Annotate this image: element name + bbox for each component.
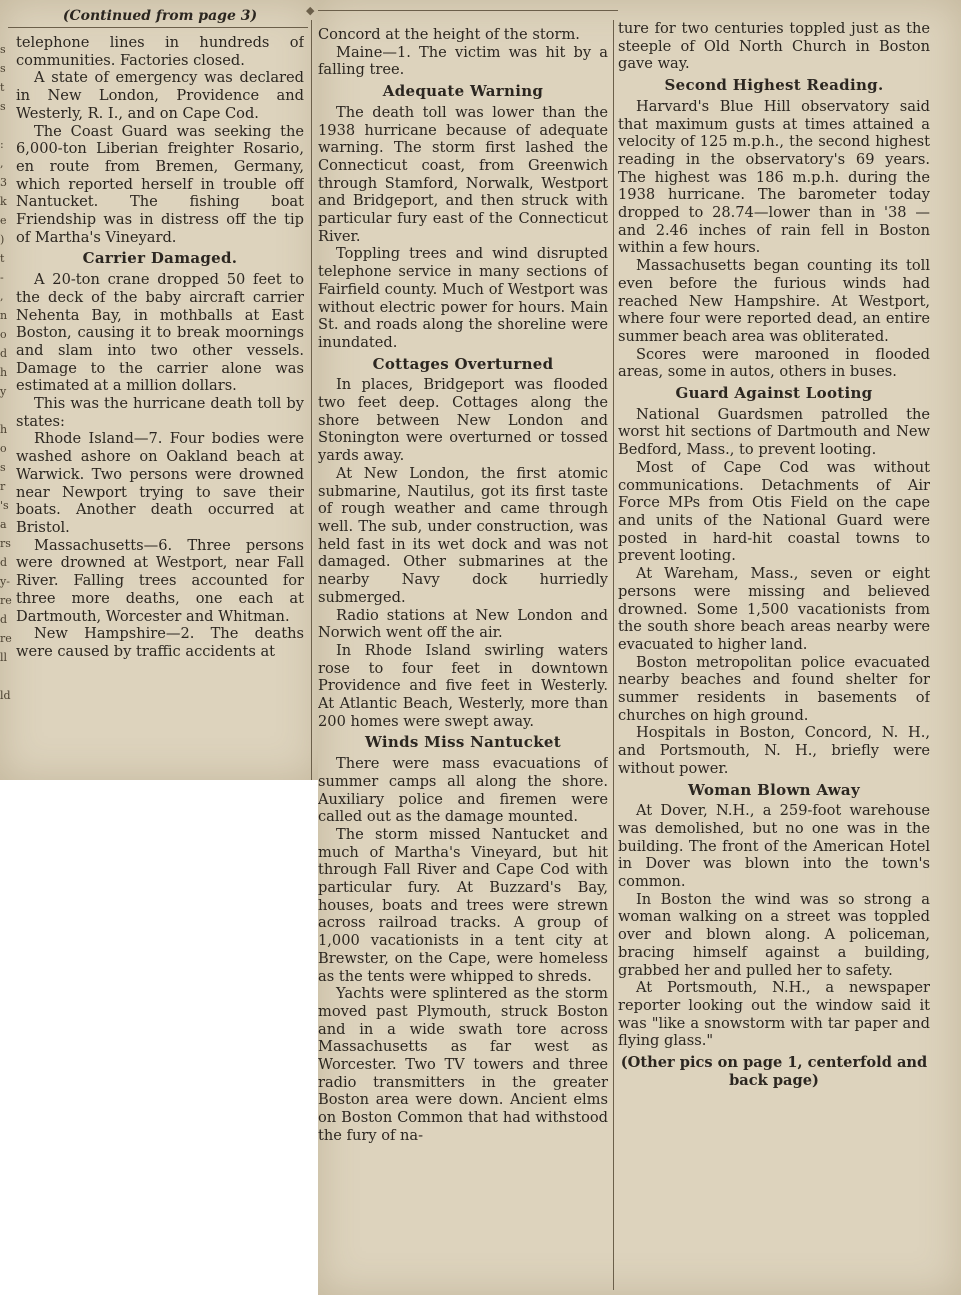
paragraph: Massachusetts—6. Three persons were drowned at Westport, near Fall River. Falling trees accounted for three more deaths, one each at Dartmouth, Worcester and Whitman. bbox=[16, 536, 304, 625]
paragraph: In places, Bridgeport was flooded two feet deep. Cottages along the shore between New London and Stonington were overturned or tossed yards away. bbox=[318, 376, 608, 465]
fragment-char: ) bbox=[0, 233, 5, 246]
fragment-char: a bbox=[0, 518, 7, 531]
article-column-3 bbox=[618, 20, 930, 1285]
paragraph: ture for two centuries toppled just as the steeple of Old North Church in Boston gave way. bbox=[618, 20, 930, 73]
paragraph: At Dover, N.H., a 259-foot warehouse was demolished, but no one was in the building. The front of the American Hotel in Dover was blown into the town's common. bbox=[618, 802, 930, 891]
credit-line: (Other pics on page 1, centerfold and back page) bbox=[620, 1054, 928, 1089]
article-column-2 bbox=[318, 26, 608, 1291]
margin-fragment bbox=[0, 40, 10, 740]
fragment-char: re bbox=[0, 594, 12, 607]
paragraph: There were mass evacuations of summer camps all along the shore. Auxiliary police and firemen were called out as the damage mounted. bbox=[318, 755, 608, 826]
fragment-char: 3 bbox=[0, 176, 7, 189]
paragraph: In Rhode Island swirling waters rose to four feet in downtown Providence and five feet in Westerly. At Atlantic Beach, Westerly, more than 200 homes were swept away. bbox=[318, 641, 608, 730]
subheading: Winds Miss Nantucket bbox=[365, 733, 561, 752]
fragment-char: d bbox=[0, 613, 8, 626]
fragment-char: r bbox=[0, 480, 6, 493]
column-rule-2 bbox=[613, 20, 614, 1290]
fragment-char: s bbox=[0, 62, 6, 75]
paragraph: This was the hurricane death toll by states: bbox=[16, 395, 304, 430]
paragraph: Radio stations at New London and Norwich went off the air. bbox=[318, 606, 608, 642]
subheading: Adequate Warning bbox=[382, 82, 544, 101]
top-rule-right bbox=[318, 10, 618, 11]
fragment-char bbox=[0, 667, 10, 686]
fragment-char: 's bbox=[0, 499, 9, 512]
subheading: Second Highest Reading. bbox=[664, 76, 884, 95]
fragment-char: d bbox=[0, 347, 8, 360]
paragraph: The death toll was lower than the 1938 hurricane because of adequate warning. The storm first lashed the Connecticut coast, from Greenwich through Stamford, Norwalk, Westport and Bridgeport, and then struck with particular fury east of the Connecticut River. bbox=[318, 103, 608, 245]
paragraph: Boston metropolitan police evacuated nearby beaches and found shelter for summer residents in basements of churches on high ground. bbox=[618, 653, 930, 724]
paragraph: Toppling trees and wind disrupted telephone service in many sections of Fairfield county. Much of Westport was without electric power for hours. Main St. and roads along the shoreline were inundated. bbox=[318, 245, 608, 351]
subheading: Cottages Overturned bbox=[372, 354, 554, 373]
fragment-char: h bbox=[0, 423, 8, 436]
fragment-char bbox=[0, 116, 10, 135]
paragraph: Scores were marooned in flooded areas, some in autos, others in buses. bbox=[618, 345, 930, 381]
paragraph: New Hampshire—2. The deaths were caused by traffic accidents at bbox=[16, 625, 304, 660]
fragment-char: s bbox=[0, 100, 6, 113]
fragment-char bbox=[0, 401, 10, 420]
fragment-char: o bbox=[0, 328, 7, 341]
paragraph: Hospitals in Boston, Concord, N. H., and Portsmouth, N. H., briefly were without power. bbox=[618, 724, 930, 777]
fragment-char: t bbox=[0, 252, 5, 265]
paragraph: National Guardsmen patrolled the worst hit sections of Dartmouth and New Bedford, Mass., to prevent looting. bbox=[618, 405, 930, 459]
paragraph: A 20-ton crane dropped 50 feet to the deck of the baby aircraft carrier Nehenta Bay, in mothballs at East Boston, causing it to break moornings and slam into two other vessels. Damage to the carrier alone was estimated at a million dollars. bbox=[16, 271, 304, 395]
continued-line: (Continued from page 3) bbox=[62, 8, 258, 24]
fragment-char: ll bbox=[0, 651, 8, 664]
paragraph: A state of emergency was declared in New London, Providence and Westerly, R. I., and on Cape Cod. bbox=[16, 69, 304, 122]
paragraph: Rhode Island—7. Four bodies were washed ashore on Oakland beach at Warwick. Two persons were drowned near Newport trying to save their boats. Another death occurred at Bristol. bbox=[16, 430, 304, 536]
fragment-char: ld bbox=[0, 689, 11, 702]
top-rule-left bbox=[8, 27, 308, 28]
fragment-char: y bbox=[0, 385, 7, 398]
fragment-char: , bbox=[0, 290, 4, 303]
fragment-char: re bbox=[0, 632, 12, 645]
fragment-char: k bbox=[0, 195, 7, 208]
paragraph: Massachusetts began counting its toll even before the furious winds had reached New Hampshire. At Westport, where four were reported dead, an entire summer beach area was obliterated. bbox=[618, 257, 930, 345]
fragment-char: - bbox=[0, 271, 4, 284]
fragment-char: o bbox=[0, 442, 7, 455]
fragment-char: s bbox=[0, 43, 6, 56]
paragraph: At New London, the first atomic submarine, Nautilus, got its first taste of rough weather and came through well. The sub, under construction, was held fast in its wet dock and was not damaged. Other submarines at the nearby Navy dock hurriedly submerged. bbox=[318, 464, 608, 606]
paragraph: The Coast Guard was seeking the 6,000-ton Liberian freighter Rosario, en route from Bremen, Germany, which reported herself in trouble off Nantucket. The fishing boat Friendship was in distress off the tip of Martha's Vineyard. bbox=[16, 122, 304, 246]
paragraph: Maine—1. The victim was hit by a falling tree. bbox=[318, 43, 608, 79]
paragraph: Yachts were splintered as the storm moved past Plymouth, struck Boston and in a wide swath tore across Massachusetts as far west as Worcester. Two TV towers and three radio transmitters in the greater Boston area were down. Ancient elms on Boston Common that had withstood the fury of na- bbox=[318, 985, 608, 1144]
fragment-char: t bbox=[0, 81, 5, 94]
paragraph: The storm missed Nantucket and much of Martha's Vineyard, but hit through Fall River and Cape Cod with particular fury. At Buzzard's Bay, houses, boats and trees were strewn across railroad tracks. A group of 1,000 vacationists in a tent city at Brewster, on the Cape, were homeless as the tents were whipped to shreds. bbox=[318, 825, 608, 985]
subheading: Woman Blown Away bbox=[688, 780, 860, 799]
fragment-char: : bbox=[0, 138, 4, 151]
fragment-char: h bbox=[0, 366, 8, 379]
paragraph: Most of Cape Cod was without communications. Detachments of Air Force MPs from Otis Field on the cape and units of the National Guard were posted in hard-hit coastal towns to prevent looting. bbox=[618, 458, 930, 565]
fragment-char: , bbox=[0, 157, 4, 170]
fragment-char: d bbox=[0, 556, 8, 569]
fragment-char: e bbox=[0, 214, 7, 227]
fragment-char: n bbox=[0, 309, 8, 322]
column-rule-1 bbox=[311, 20, 312, 780]
subheading: Guard Against Looting bbox=[675, 384, 873, 403]
fragment-char: y- bbox=[0, 575, 10, 588]
paragraph: Concord at the height of the storm. bbox=[318, 26, 580, 43]
ornament-icon: ◆ bbox=[306, 4, 315, 17]
subheading: Carrier Damaged. bbox=[82, 249, 238, 268]
article-column-1 bbox=[16, 34, 304, 776]
paragraph: At Wareham, Mass., seven or eight persons were missing and believed drowned. Some 1,500 vacationists from the south shore beach areas nearby were evacuated to higher land. bbox=[618, 565, 930, 653]
paragraph: telephone lines in hundreds of communities. Factories closed. bbox=[16, 34, 304, 69]
fragment-char: rs bbox=[0, 537, 11, 550]
paragraph: Harvard's Blue Hill observatory said that maximum gusts at times attained a velocity of 125 m.p.h., the second highest reading in the observatory's 69 years. The highest was 186 m.p.h. during the 1938 hurricane. The barometer today dropped to 28.74—lower than in '38 —and 2.46 inches of rain fell in Boston within a few hours. bbox=[618, 97, 930, 257]
paragraph: At Portsmouth, N.H., a newspaper reporter looking out the window said it was "like a snowstorm with tar paper and flying glass." bbox=[618, 979, 930, 1050]
paragraph: In Boston the wind was so strong a woman walking on a street was toppled over and blown along. A policeman, bracing himself against a building, grabbed her and pulled her to safety. bbox=[618, 890, 930, 979]
fragment-char: s bbox=[0, 461, 6, 474]
